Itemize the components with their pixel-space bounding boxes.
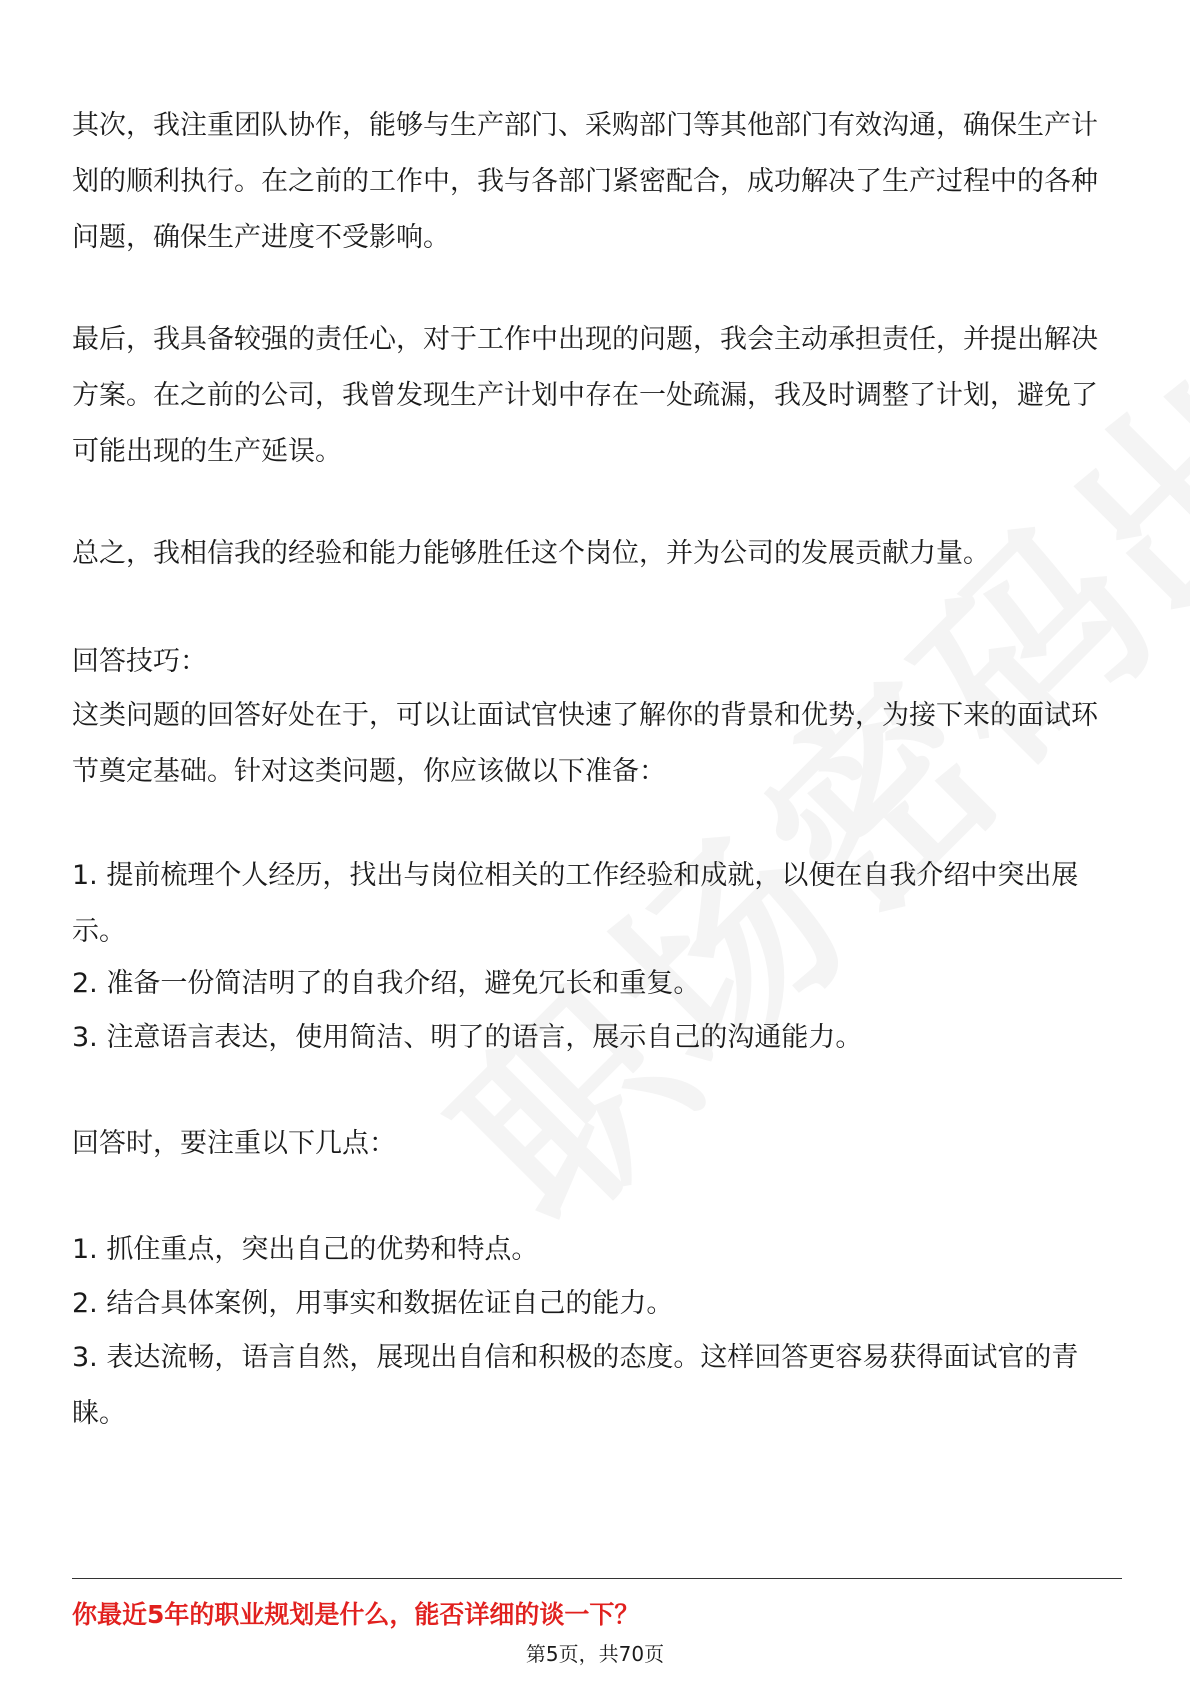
note-item-3: 3. 表达流畅，语言自然，展现出自信和积极的态度。这样回答更容易获得面试官的青睐。 (72, 1342, 1079, 1429)
prep-item-2: 2. 准备一份简洁明了的自我介绍，避免冗长和重复。 (72, 968, 701, 999)
prep-item-3: 3. 注意语言表达，使用简洁、明了的语言，展示自己的沟通能力。 (72, 1022, 863, 1053)
note-item-2: 2. 结合具体案例，用事实和数据佐证自己的能力。 (72, 1288, 674, 1319)
paragraph-teamwork: 其次，我注重团队协作，能够与生产部门、采购部门等其他部门有效沟通，确保生产计划的顺利执行。在之前的工作中，我与各部门紧密配合，成功解决了生产过程中的各种问题，确保生产进度不受影响。 (72, 110, 1098, 253)
section-divider (72, 1578, 1122, 1579)
tips-heading: 回答技巧： (72, 646, 207, 677)
prep-item-1: 1. 提前梳理个人经历，找出与岗位相关的工作经验和成就，以便在自我介绍中突出展示。 (72, 860, 1079, 947)
note-item-1: 1. 抓住重点，突出自己的优势和特点。 (72, 1234, 539, 1265)
paragraph-responsibility: 最后，我具备较强的责任心，对于工作中出现的问题，我会主动承担责任，并提出解决方案。在之前的公司，我曾发现生产计划中存在一处疏漏，我及时调整了计划，避免了可能出现的生产延误。 (72, 324, 1098, 467)
page-number: 第5页，共70页 (525, 1642, 665, 1666)
paragraph-conclusion: 总之，我相信我的经验和能力能够胜任这个岗位，并为公司的发展贡献力量。 (72, 538, 990, 569)
notes-heading: 回答时，要注重以下几点： (72, 1128, 396, 1159)
tips-intro: 这类问题的回答好处在于，可以让面试官快速了解你的背景和优势，为接下来的面试环节奠定基础。针对这类问题，你应该做以下准备： (72, 700, 1098, 787)
next-question-heading: 你最近5年的职业规划是什么，能否详细的谈一下？ (72, 1600, 640, 1629)
